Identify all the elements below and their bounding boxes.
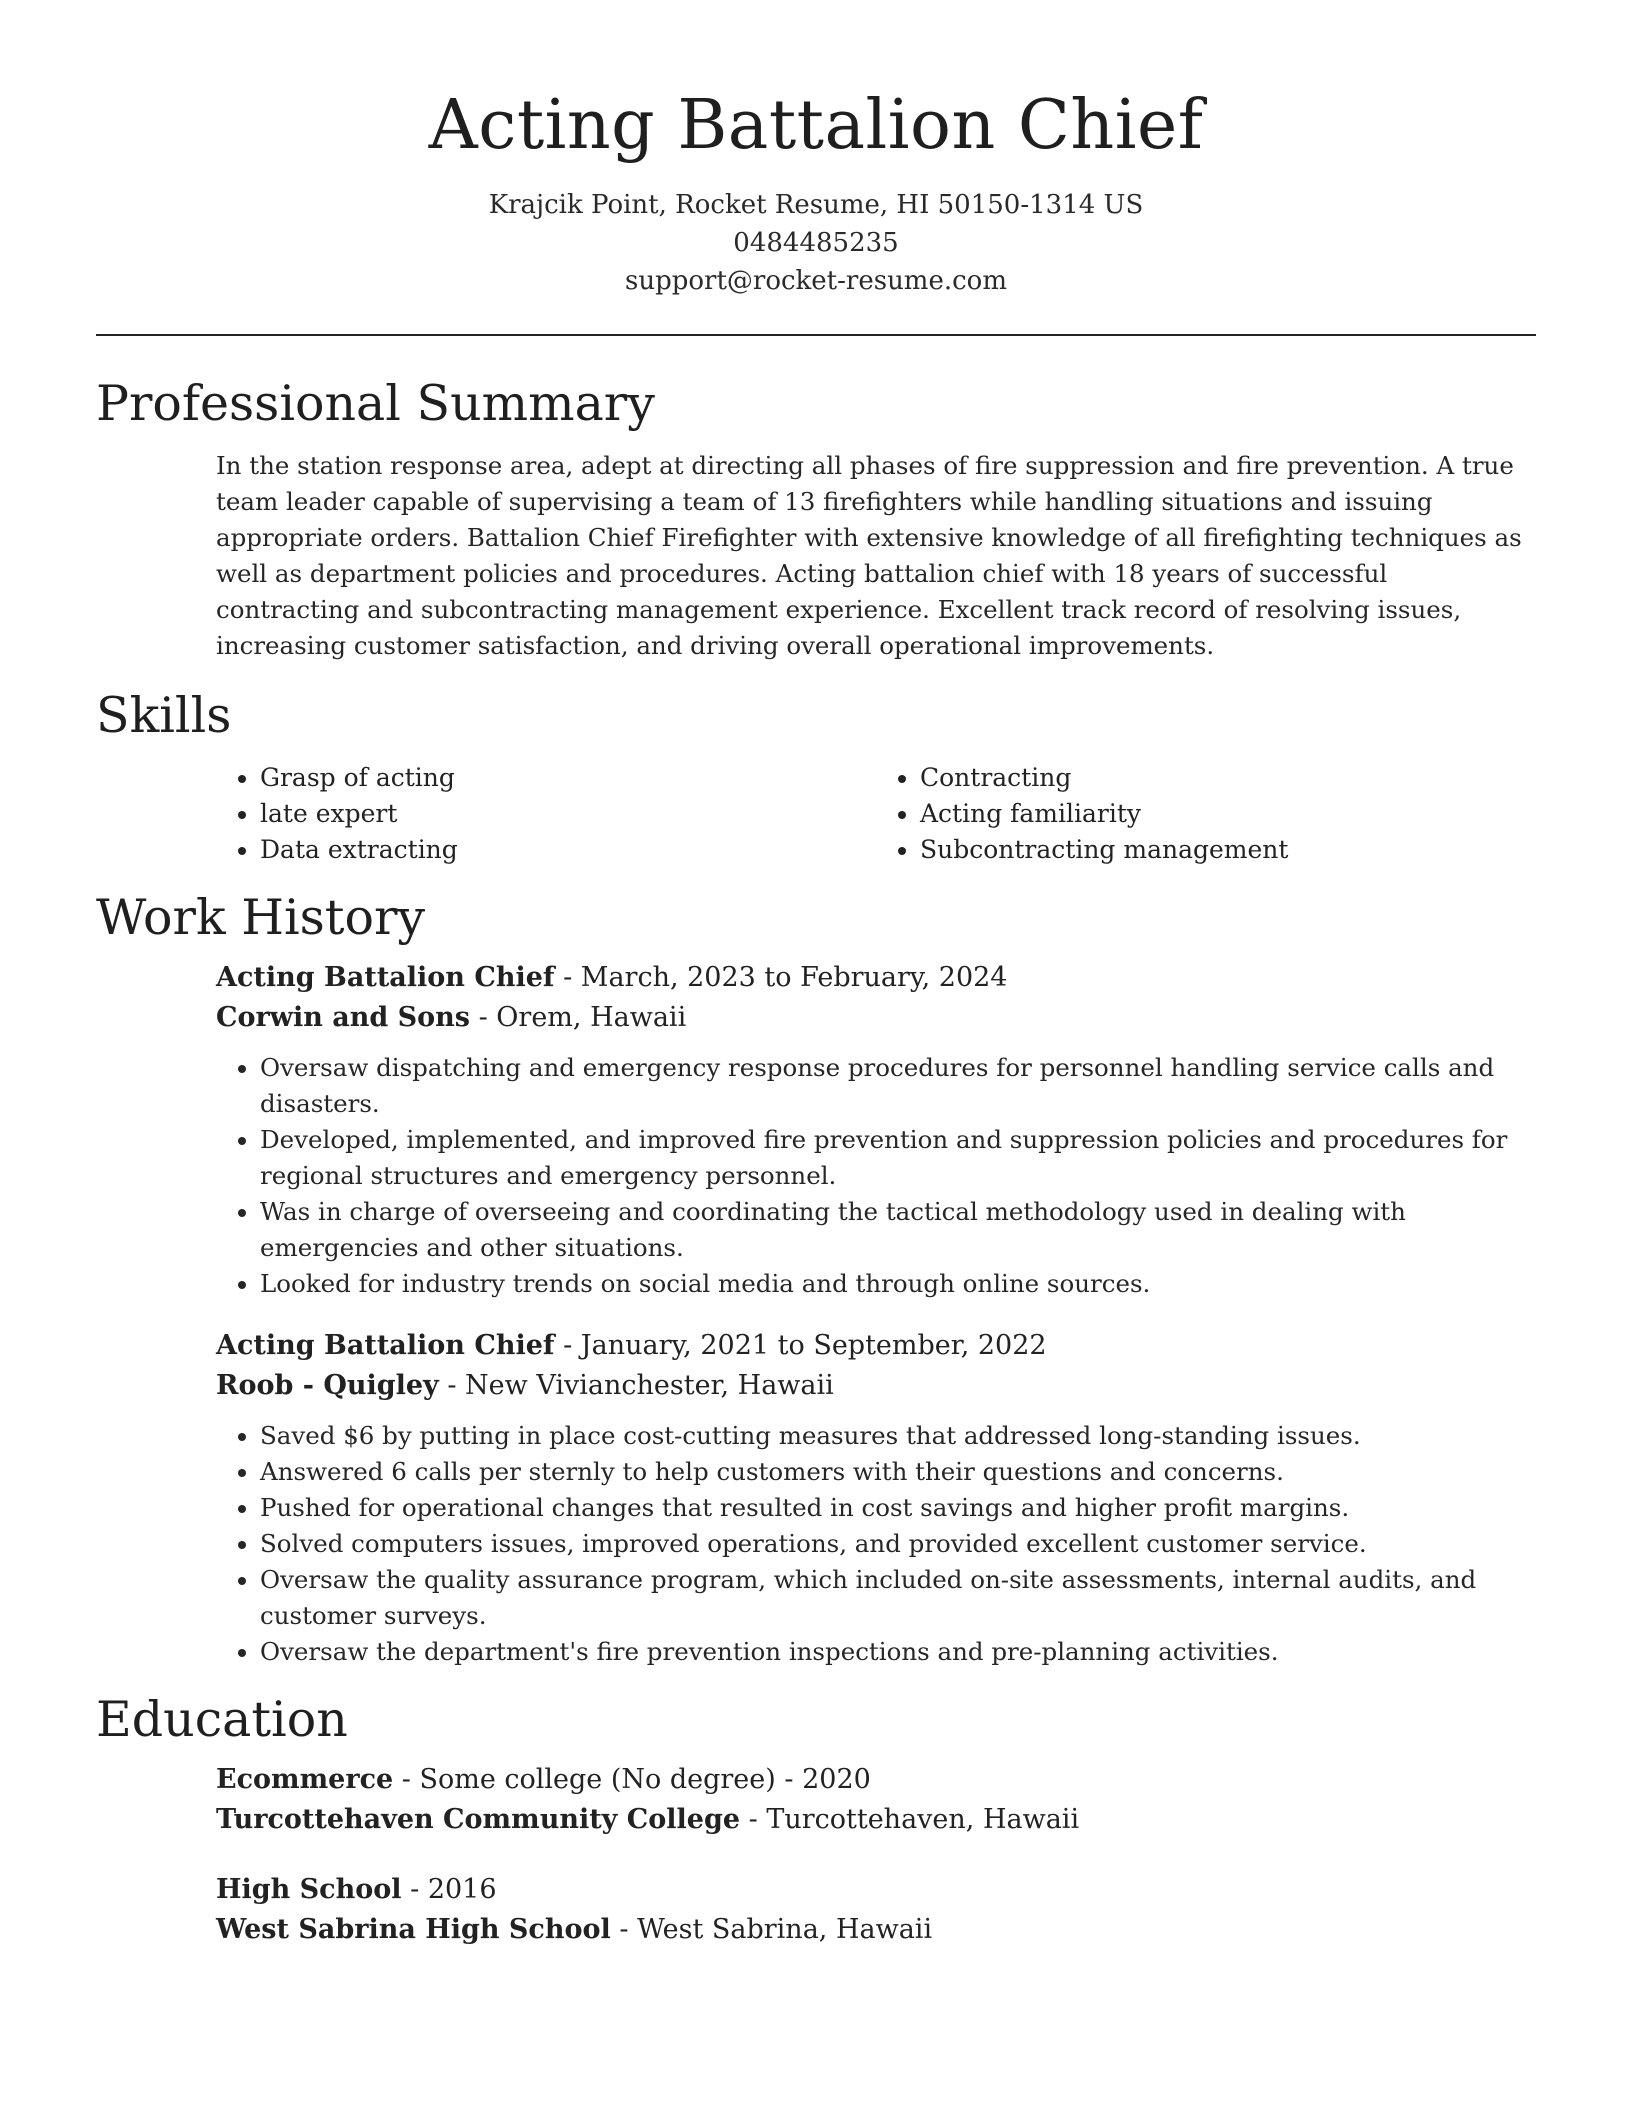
skill-item: • Subcontracting management [920, 832, 1536, 868]
job-entry [216, 958, 1536, 1302]
duty-item: • Solved computers issues, improved operations, and provided excellent customer service. [260, 1526, 1536, 1562]
skills-list-left [216, 760, 876, 868]
header-divider [96, 334, 1536, 336]
education-school: West Sabrina High School [216, 1914, 611, 1945]
education-detail: - Some college (No degree) - 2020 [393, 1764, 871, 1795]
job-dates: - March, 2023 to February, 2024 [554, 962, 1008, 993]
education-entry [216, 1760, 1536, 1840]
education-location: - Turcottehaven, Hawaii [740, 1804, 1080, 1835]
skills-list-right [876, 760, 1536, 868]
skills-section [96, 686, 1536, 868]
job-role: Acting Battalion Chief [216, 1330, 555, 1361]
resume-header [96, 0, 1536, 300]
job-duties [216, 1418, 1536, 1670]
education-detail: - 2016 [401, 1874, 497, 1905]
duty-item: • Answered 6 calls per sternly to help customers with their questions and concerns. [260, 1454, 1536, 1490]
duty-item: • Developed, implemented, and improved fire prevention and suppression policies and procedures for regional structures and emergency personnel. [260, 1122, 1536, 1194]
skills-heading: Skills [96, 687, 232, 744]
work-section [96, 888, 1536, 1670]
job-company: Corwin and Sons [216, 1002, 470, 1033]
duty-item: • Saved $6 by putting in place cost-cutting measures that addressed long-standing issues. [260, 1418, 1536, 1454]
education-degree-line [216, 1760, 1536, 1800]
summary-text: In the station response area, adept at directing all phases of fire suppression and fire prevention. A true team leader capable of supervising a team of 13 firefighters while handling situations and issuing appropriate orders. Battalion Chief Firefighter with extensive knowledge of all firefighting techniques as well as department policies and procedures. Acting battalion chief with 18 years of successful contracting and subcontracting management experience. Excellent track record of resolving issues, increasing customer satisfaction, and driving overall operational improvements. [216, 451, 1522, 660]
skills-columns [216, 760, 1536, 868]
job-entry [216, 1326, 1536, 1670]
contact-phone: 0484485235 [733, 228, 899, 258]
job-dates: - January, 2021 to September, 2022 [554, 1330, 1047, 1361]
education-section [96, 1690, 1536, 1950]
job-company: Roob - Quigley [216, 1370, 439, 1401]
job-role: Acting Battalion Chief [216, 962, 555, 993]
education-entry [216, 1870, 1536, 1950]
skill-item: • late expert [260, 796, 876, 832]
job-company-line [216, 1366, 1536, 1406]
job-duties [216, 1050, 1536, 1302]
candidate-name: Acting Battalion Chief [428, 86, 1204, 165]
job-title-line [216, 958, 1536, 998]
duty-item: • Was in charge of overseeing and coordinating the tactical methodology used in dealing with emergencies and other situations. [260, 1194, 1536, 1266]
summary-heading: Professional Summary [96, 375, 655, 432]
duty-item: • Looked for industry trends on social media and through online sources. [260, 1266, 1536, 1302]
work-heading: Work History [96, 889, 426, 946]
education-degree-line [216, 1870, 1536, 1910]
job-title-line [216, 1326, 1536, 1366]
contact-email: support@rocket-resume.com [624, 266, 1007, 296]
skill-item: • Data extracting [260, 832, 876, 868]
job-location: - New Vivianchester, Hawaii [438, 1370, 834, 1401]
education-school-line [216, 1910, 1536, 1950]
resume-page [96, 0, 1536, 1950]
education-degree: Ecommerce [216, 1764, 394, 1795]
duty-item: • Oversaw dispatching and emergency response procedures for personnel handling service calls and disasters. [260, 1050, 1536, 1122]
contact-address: Krajcik Point, Rocket Resume, HI 50150-1314 US [488, 190, 1144, 220]
education-school-line [216, 1800, 1536, 1840]
skill-item: • Acting familiarity [920, 796, 1536, 832]
contact-block [96, 186, 1536, 300]
education-school: Turcottehaven Community College [216, 1804, 741, 1835]
education-heading: Education [96, 1691, 348, 1748]
summary-section [96, 374, 1536, 664]
duty-item: • Pushed for operational changes that resulted in cost savings and higher profit margins. [260, 1490, 1536, 1526]
duty-item: • Oversaw the quality assurance program, which included on-site assessments, internal audits, and customer surveys. [260, 1562, 1536, 1634]
skill-item: • Contracting [920, 760, 1536, 796]
education-location: - West Sabrina, Hawaii [610, 1914, 933, 1945]
education-degree: High School [216, 1874, 402, 1905]
job-location: - Orem, Hawaii [470, 1002, 687, 1033]
job-company-line [216, 998, 1536, 1038]
duty-item: • Oversaw the department's fire prevention inspections and pre-planning activities. [260, 1634, 1536, 1670]
skill-item: • Grasp of acting [260, 760, 876, 796]
